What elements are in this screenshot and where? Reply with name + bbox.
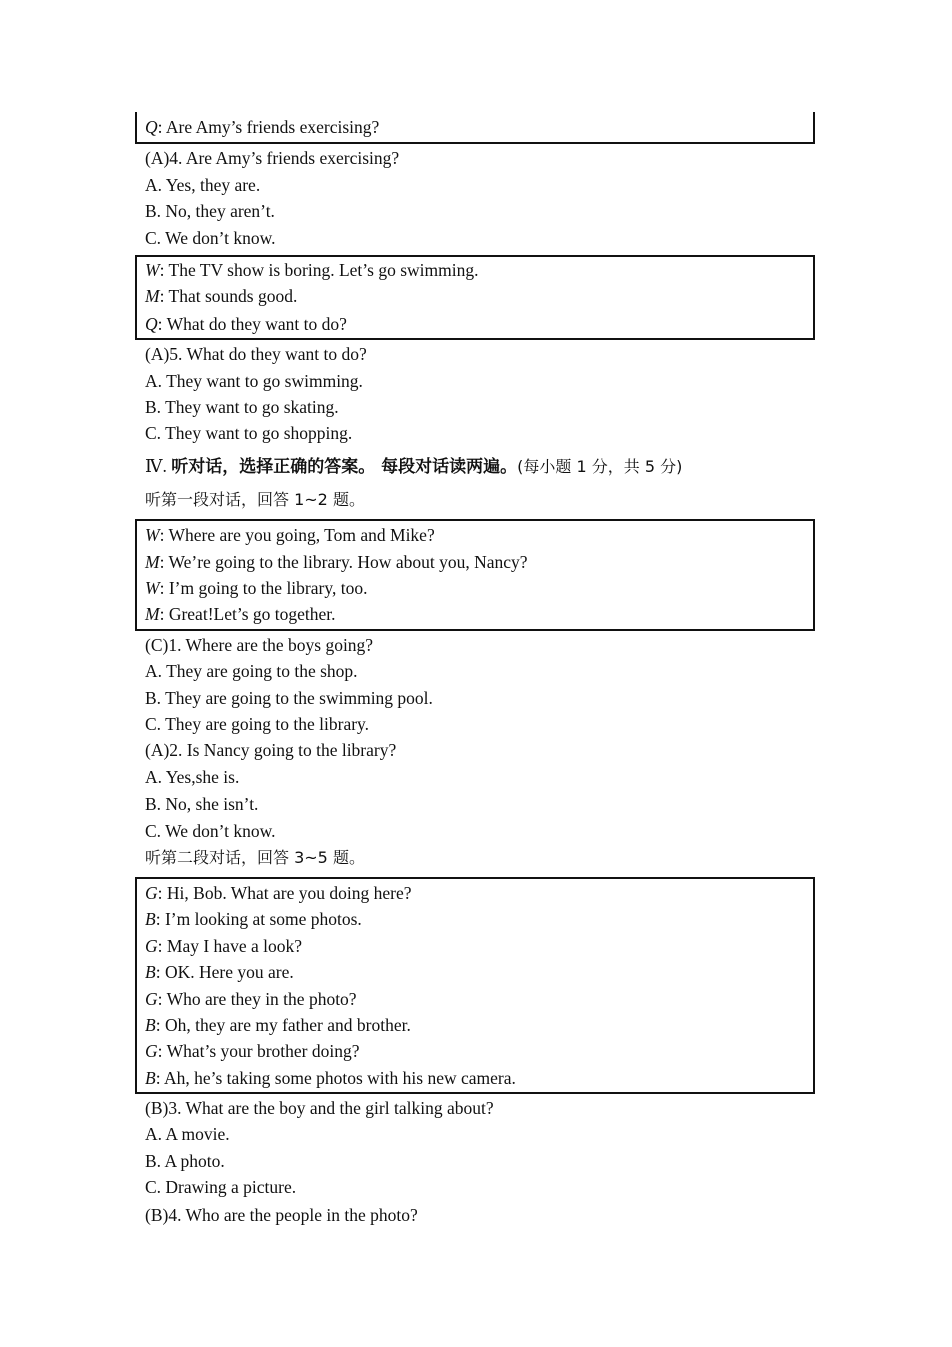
option-a: A. They want to go swimming. xyxy=(145,371,363,391)
utterance: The TV show is boring. Let’s go swimming. xyxy=(168,260,479,280)
dialogue-line: M: That sounds good. xyxy=(145,286,298,306)
option-b: B. They are going to the swimming pool. xyxy=(145,688,433,708)
option-a: A. A movie. xyxy=(145,1124,230,1144)
dialogue-line: G: May I have a look? xyxy=(145,936,302,956)
option-c: C. Drawing a picture. xyxy=(145,1177,297,1197)
utterance: May I have a look? xyxy=(166,936,302,956)
option-c: C. They want to go shopping. xyxy=(145,423,353,443)
option-c: C. We don’t know. xyxy=(145,821,276,841)
speaker: W xyxy=(145,578,160,598)
option-a: A. Yes, they are. xyxy=(145,175,261,195)
dialogue-line: B: I’m looking at some photos. xyxy=(145,909,362,929)
question-1: (C)1. Where are the boys going? xyxy=(145,635,374,655)
option-b: B. They want to go skating. xyxy=(145,397,339,417)
utterance: I’m going to the library, too. xyxy=(168,578,368,598)
dialogue-line: W: Where are you going, Tom and Mike? xyxy=(145,525,435,545)
utterance: Who are they in the photo? xyxy=(166,989,357,1009)
speaker: M xyxy=(145,604,160,624)
dialogue-box-1 xyxy=(135,255,815,340)
dialogue-line: B: Oh, they are my father and brother. xyxy=(145,1015,411,1035)
utterance: What do they want to do? xyxy=(166,314,347,334)
utterance: What’s your brother doing? xyxy=(166,1041,360,1061)
option-b: B. A photo. xyxy=(145,1151,225,1171)
dialogue-line: G: What’s your brother doing? xyxy=(145,1041,360,1061)
speaker: Q xyxy=(145,117,158,137)
dialogue-line: M: Great!Let’s go together. xyxy=(145,604,336,624)
speaker: G xyxy=(145,936,158,956)
section-score: (每小题 1 分，共 5 分) xyxy=(517,457,683,476)
speaker: W xyxy=(145,260,160,280)
dialogue-line: W: The TV show is boring. Let’s go swimming. xyxy=(145,260,479,280)
dialogue-line: B: OK. Here you are. xyxy=(145,962,294,982)
speaker: B xyxy=(145,909,156,929)
dialogue-line: Q: What do they want to do? xyxy=(145,314,347,334)
dialogue-line: M: We’re going to the library. How about you, Nancy? xyxy=(145,552,528,572)
utterance: Great!Let’s go together. xyxy=(168,604,336,624)
speaker: Q xyxy=(145,314,158,334)
speaker: M xyxy=(145,552,160,572)
utterance: I’m looking at some photos. xyxy=(164,909,362,929)
dialogue-line: G: Who are they in the photo? xyxy=(145,989,357,1009)
speaker: W xyxy=(145,525,160,545)
speaker: B xyxy=(145,1015,156,1035)
speaker: B xyxy=(145,1068,156,1088)
utterance: Ah, he’s taking some photos with his new camera. xyxy=(163,1068,516,1088)
dialogue-box-2 xyxy=(135,519,815,631)
question-2: (A)2. Is Nancy going to the library? xyxy=(145,740,397,760)
speaker: G xyxy=(145,989,158,1009)
section-heading xyxy=(145,455,682,477)
section-number: Ⅳ. xyxy=(145,456,172,476)
option-a: A. Yes,she is. xyxy=(145,767,240,787)
option-b: B. No, she isn’t. xyxy=(145,794,259,814)
question-5: (A)5. What do they want to do? xyxy=(145,344,367,364)
dialogue-box-0 xyxy=(135,112,815,144)
utterance: OK. Here you are. xyxy=(164,962,294,982)
section-title: 听对话，选择正确的答案。 每段对话读两遍。 xyxy=(171,457,518,477)
utterance: Are Amy’s friends exercising? xyxy=(165,117,380,137)
dialogue-line: G: Hi, Bob. What are you doing here? xyxy=(145,883,412,903)
dialogue-line: W: I’m going to the library, too. xyxy=(145,578,368,598)
utterance: Where are you going, Tom and Mike? xyxy=(168,525,435,545)
utterance: Hi, Bob. What are you doing here? xyxy=(166,883,412,903)
speaker: G xyxy=(145,1041,158,1061)
utterance: We’re going to the library. How about you, Nancy? xyxy=(168,552,528,572)
question-4: (B)4. Who are the people in the photo? xyxy=(145,1205,418,1225)
utterance: That sounds good. xyxy=(168,286,298,306)
dialogue-line: B: Ah, he’s taking some photos with his new camera. xyxy=(145,1068,516,1088)
option-c: C. We don’t know. xyxy=(145,228,276,248)
speaker: M xyxy=(145,286,160,306)
listening-instruction: 听第一段对话，回答 1~2 题。 xyxy=(145,490,365,509)
speaker: G xyxy=(145,883,158,903)
utterance: Oh, they are my father and brother. xyxy=(164,1015,411,1035)
option-a: A. They are going to the shop. xyxy=(145,661,358,681)
dialogue-line: Q: Are Amy’s friends exercising? xyxy=(145,117,380,137)
dialogue-box-3 xyxy=(135,877,815,1094)
speaker: B xyxy=(145,962,156,982)
option-c: C. They are going to the library. xyxy=(145,714,370,734)
question-3: (B)3. What are the boy and the girl talking about? xyxy=(145,1098,494,1118)
listening-instruction: 听第二段对话，回答 3~5 题。 xyxy=(145,848,365,867)
question-4: (A)4. Are Amy’s friends exercising? xyxy=(145,148,400,168)
option-b: B. No, they aren’t. xyxy=(145,201,275,221)
